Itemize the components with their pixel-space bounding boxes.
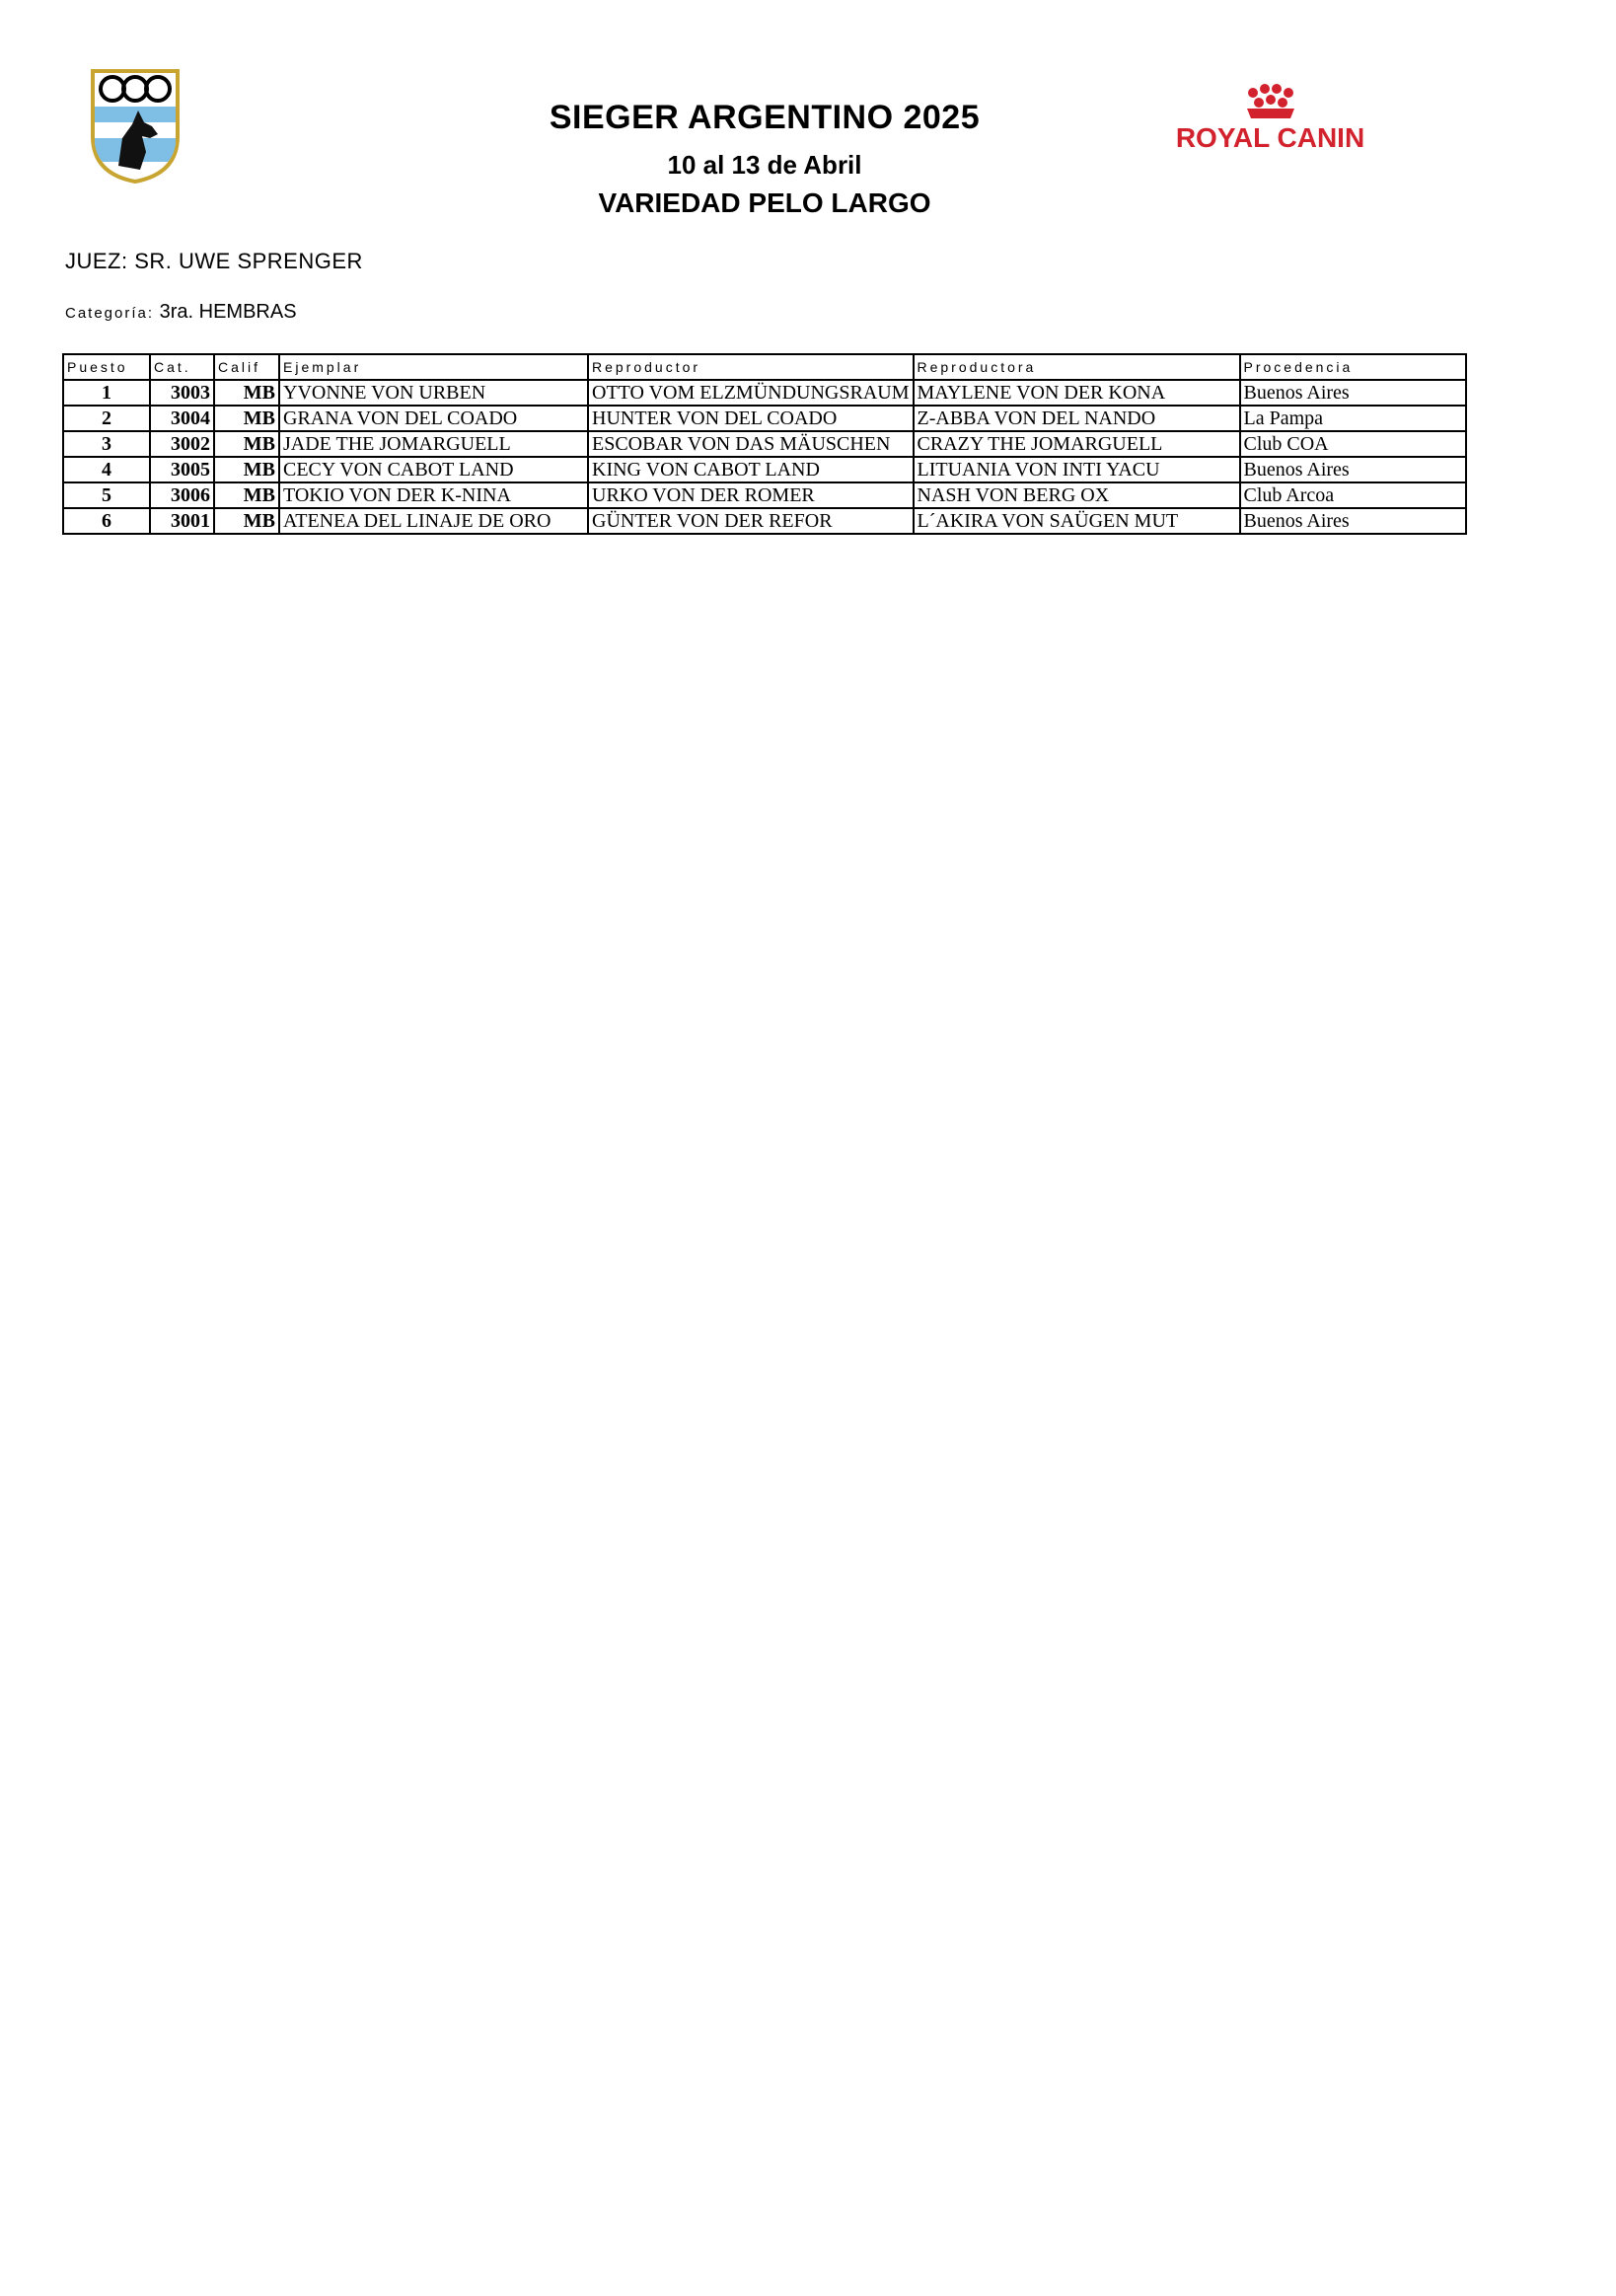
cell-ejemplar: GRANA VON DEL COADO — [279, 406, 588, 431]
cell-reproductora: NASH VON BERG OX — [914, 482, 1240, 508]
cell-procedencia: Club COA — [1240, 431, 1466, 457]
judge-label: JUEZ: SR. UWE SPRENGER — [65, 249, 363, 273]
cell-cat: 3005 — [150, 457, 214, 482]
cell-procedencia: Buenos Aires — [1240, 457, 1466, 482]
royal-canin-wordmark: ROYAL CANIN — [1175, 122, 1365, 153]
cell-ejemplar: YVONNE VON URBEN — [279, 380, 588, 406]
cell-cat: 3003 — [150, 380, 214, 406]
table-row — [63, 508, 1466, 534]
col-header-procedencia: Procedencia — [1240, 354, 1466, 380]
cell-procedencia: Club Arcoa — [1240, 482, 1466, 508]
cell-cat: 3006 — [150, 482, 214, 508]
table-row — [63, 482, 1466, 508]
cell-reproductora: CRAZY THE JOMARGUELL — [914, 431, 1240, 457]
cell-puesto: 3 — [63, 431, 150, 457]
cell-calif: MB — [214, 482, 279, 508]
cell-puesto: 4 — [63, 457, 150, 482]
cell-reproductora: L´AKIRA VON SAÜGEN MUT — [914, 508, 1240, 534]
col-header-reproductora: Reproductora — [914, 354, 1240, 380]
cell-reproductor: HUNTER VON DEL COADO — [588, 406, 914, 431]
event-dates: 10 al 13 de Abril — [667, 150, 862, 180]
cell-reproductor: URKO VON DER ROMER — [588, 482, 914, 508]
cell-cat: 3002 — [150, 431, 214, 457]
cell-reproductora: LITUANIA VON INTI YACU — [914, 457, 1240, 482]
category-value: 3ra. HEMBRAS — [159, 301, 297, 323]
cell-reproductor: OTTO VOM ELZMÜNDUNGSRAUM — [588, 380, 914, 406]
cell-calif: MB — [214, 406, 279, 431]
cell-puesto: 5 — [63, 482, 150, 508]
cell-reproductor: ESCOBAR VON DAS MÄUSCHEN — [588, 431, 914, 457]
category-label: Categoría: — [65, 305, 155, 322]
cell-procedencia: Buenos Aires — [1240, 380, 1466, 406]
col-header-puesto: Puesto — [63, 354, 150, 380]
category-line — [65, 301, 297, 324]
cell-cat: 3004 — [150, 406, 214, 431]
table-row — [63, 457, 1466, 482]
cell-ejemplar: TOKIO VON DER K-NINA — [279, 482, 588, 508]
cell-puesto: 6 — [63, 508, 150, 534]
table-header-row — [63, 354, 1466, 380]
cell-calif: MB — [214, 380, 279, 406]
cell-reproductora: Z-ABBA VON DEL NANDO — [914, 406, 1240, 431]
cell-reproductor: KING VON CABOT LAND — [588, 457, 914, 482]
cell-calif: MB — [214, 431, 279, 457]
cell-reproductora: MAYLENE VON DER KONA — [914, 380, 1240, 406]
cell-puesto: 2 — [63, 406, 150, 431]
table-row — [63, 380, 1466, 406]
table-row — [63, 431, 1466, 457]
cell-ejemplar: JADE THE JOMARGUELL — [279, 431, 588, 457]
cell-procedencia: La Pampa — [1240, 406, 1466, 431]
results-table — [62, 353, 1467, 535]
cell-calif: MB — [214, 457, 279, 482]
cell-reproductor: GÜNTER VON DER REFOR — [588, 508, 914, 534]
cell-ejemplar: ATENEA DEL LINAJE DE ORO — [279, 508, 588, 534]
cell-ejemplar: CECY VON CABOT LAND — [279, 457, 588, 482]
table-row — [63, 406, 1466, 431]
cell-calif: MB — [214, 508, 279, 534]
page-title: SIEGER ARGENTINO 2025 — [549, 99, 981, 136]
variety-heading: VARIEDAD PELO LARGO — [598, 187, 931, 218]
cell-cat: 3001 — [150, 508, 214, 534]
col-header-reproductor: Reproductor — [588, 354, 914, 380]
col-header-calif: Calif — [214, 354, 279, 380]
col-header-cat: Cat. — [150, 354, 214, 380]
cell-puesto: 1 — [63, 380, 150, 406]
cell-procedencia: Buenos Aires — [1240, 508, 1466, 534]
col-header-ejemplar: Ejemplar — [279, 354, 588, 380]
